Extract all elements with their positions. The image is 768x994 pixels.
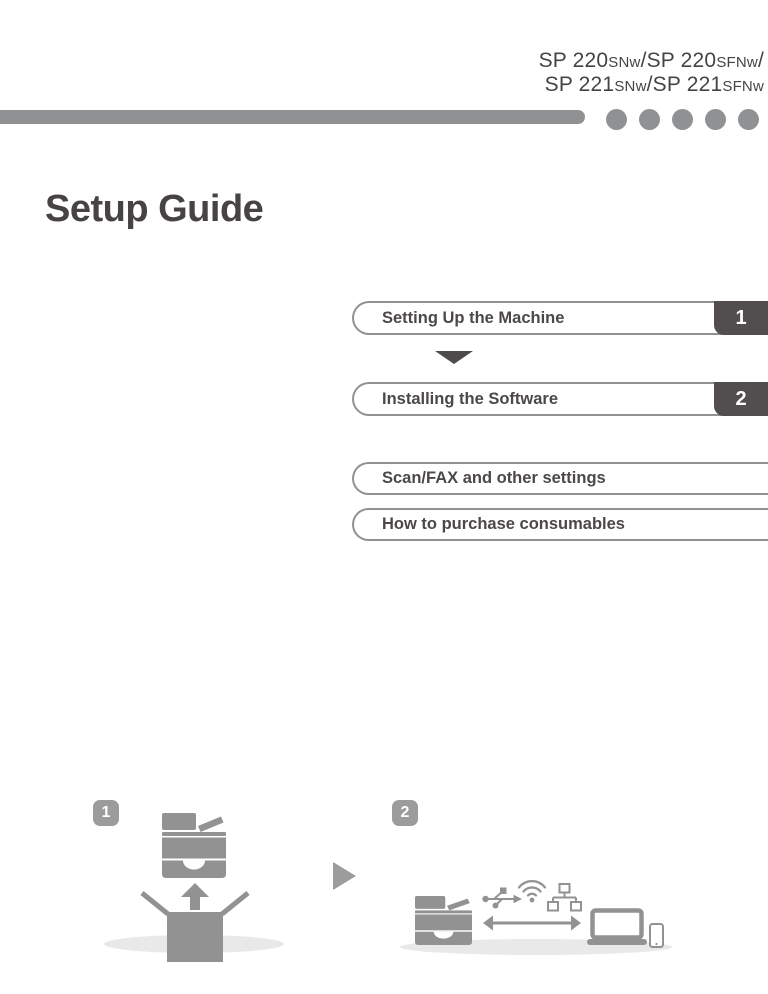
flow-down-arrow-icon (435, 351, 473, 364)
printer-icon (415, 896, 472, 945)
next-step-triangle-icon (333, 862, 356, 890)
laptop-icon (587, 908, 647, 945)
model-line-1: SP 220SNw/SP 220SFNw/ (538, 49, 764, 72)
chapter-number-badge: 2 (714, 382, 768, 416)
chapter-label: Installing the Software (382, 389, 559, 408)
step-2-badge: 2 (392, 800, 418, 826)
open-box-icon (139, 888, 251, 962)
dot-icon (738, 109, 759, 130)
step-1-badge: 1 (93, 800, 119, 826)
chapter-label: Setting Up the Machine (382, 308, 565, 327)
dot-icon (639, 109, 660, 130)
chapter-button-setting-up[interactable] (352, 301, 768, 335)
dot-icon (606, 109, 627, 130)
chapter-button-scan-fax-settings[interactable] (352, 462, 768, 495)
model-line-2: SP 221SNw/SP 221SFNw (544, 73, 764, 96)
ethernet-icon (547, 883, 582, 916)
chapter-number-badge: 1 (714, 301, 768, 335)
page-title: Setup Guide (45, 188, 264, 230)
printer-icon (162, 813, 226, 878)
dot-icon (705, 109, 726, 130)
divider-bar (0, 110, 585, 124)
chapter-button-purchase-consumables[interactable] (352, 508, 768, 541)
chapter-label: How to purchase consumables (382, 515, 625, 533)
chapter-button-installing-software[interactable] (352, 382, 768, 416)
dots-row (606, 109, 766, 131)
dot-icon (672, 109, 693, 130)
model-numbers (539, 50, 764, 98)
smartphone-icon (649, 923, 664, 948)
bidirectional-arrow-icon (483, 914, 581, 932)
wifi-icon (516, 876, 548, 904)
chapter-label: Scan/FAX and other settings (382, 469, 606, 487)
